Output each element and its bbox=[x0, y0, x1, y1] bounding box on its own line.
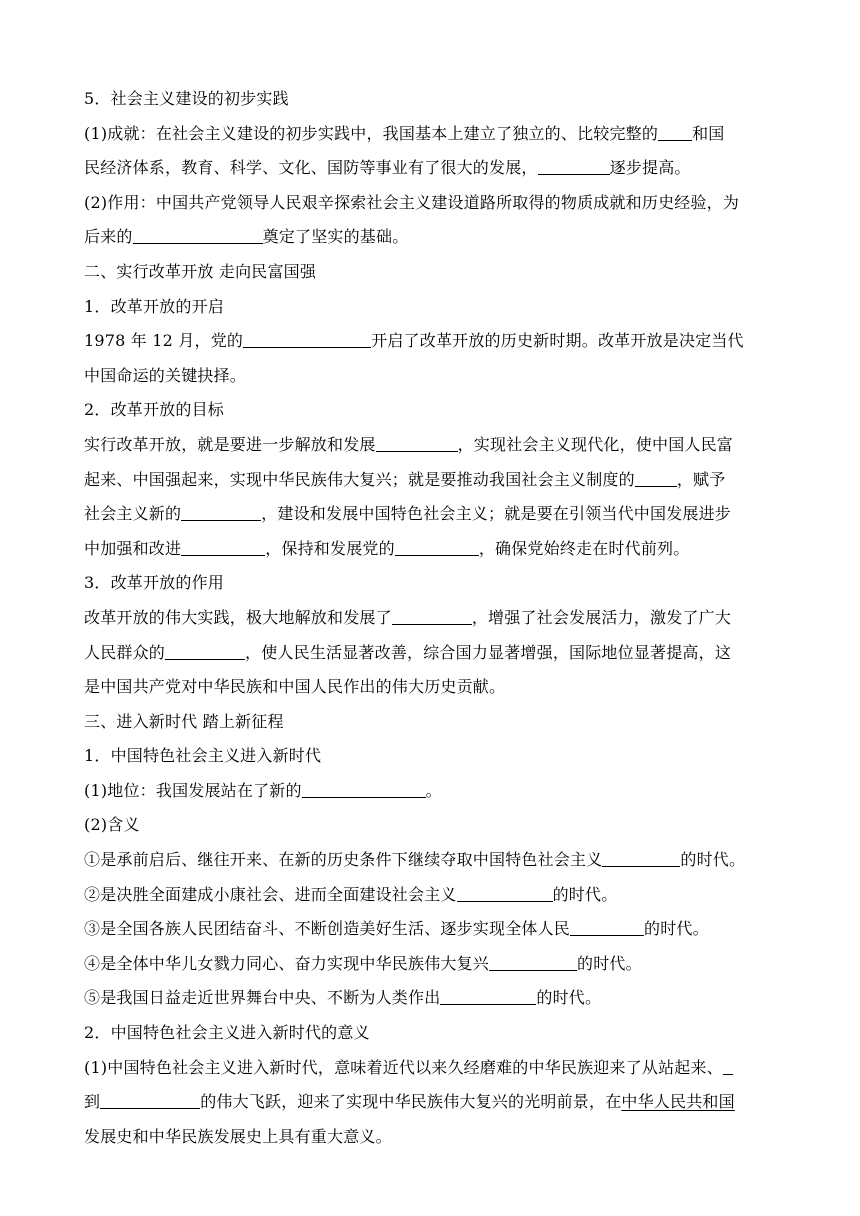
fill-blank[interactable] bbox=[635, 470, 677, 487]
paragraph-line: 是中国共产党对中华民族和中国人民作出的伟大历史贡献。 bbox=[84, 677, 506, 697]
list-item: ①是承前启后、继往开来、在新的历史条件下继续夺取中国特色社会主义 的时代。 bbox=[84, 850, 746, 870]
fill-blank[interactable] bbox=[165, 643, 245, 660]
fill-blank[interactable] bbox=[602, 850, 680, 867]
paragraph-line: 中国命运的关键抉择。 bbox=[84, 365, 247, 385]
section-heading: 二、实行改革开放 走向民富国强 bbox=[84, 261, 317, 281]
paragraph-line: 1978 年 12 月，党的 开启了改革开放的历史新时期。改革开放是决定当代 bbox=[84, 331, 744, 351]
fill-blank[interactable] bbox=[302, 781, 426, 798]
paragraph-line: (2)含义 bbox=[84, 815, 140, 835]
paragraph-line: 社会主义新的 ，建设和发展中国特色社会主义；就是要在引领当代中国发展进步 bbox=[84, 504, 732, 524]
section-heading: 5．社会主义建设的初步实践 bbox=[84, 89, 289, 108]
subsection-heading: 1．改革开放的开启 bbox=[84, 296, 224, 316]
paragraph-line: 起来、中国强起来，实现中华民族伟大复兴；就是要推动我国社会主义制度的 ，赋予 bbox=[84, 469, 726, 489]
fill-blank[interactable] bbox=[395, 539, 479, 556]
subsection-heading: 3．改革开放的作用 bbox=[84, 573, 224, 593]
paragraph-line: (2)作用：中国共产党领导人民艰辛探索社会主义建设道路所取得的物质成就和历史经验，为 bbox=[84, 192, 740, 212]
fill-blank[interactable] bbox=[133, 227, 263, 244]
paragraph-line: 到 的伟大飞跃，迎来了实现中华民族伟大复兴的光明前景，在中华人民共和国 bbox=[84, 1092, 735, 1112]
fill-blank[interactable] bbox=[100, 1092, 200, 1109]
fill-blank[interactable] bbox=[570, 919, 644, 936]
paragraph-line: 民经济体系，教育、科学、文化、国防等事业有了很大的发展， 逐步提高。 bbox=[84, 158, 691, 178]
worksheet-page bbox=[84, 82, 784, 1154]
paragraph-line: 人民群众的 ，使人民生活显著改善，综合国力显著增强，国际地位显著提高，这 bbox=[84, 642, 732, 662]
fill-blank[interactable] bbox=[243, 331, 371, 348]
paragraph-line: 改革开放的伟大实践，极大地解放和发展了 ，增强了社会发展活力，激发了广大 bbox=[84, 607, 732, 627]
paragraph-line: (1)成就：在社会主义建设的初步实践中，我国基本上建立了独立的、比较完整的 和国 bbox=[84, 123, 725, 143]
fill-blank[interactable] bbox=[723, 1058, 733, 1075]
paragraph-line: 实行改革开放，就是要进一步解放和发展 ，实现社会主义现代化，使中国人民富 bbox=[84, 434, 734, 454]
fill-blank[interactable] bbox=[376, 435, 458, 452]
subsection-heading: 2．改革开放的目标 bbox=[84, 400, 224, 420]
list-item: ③是全国各族人民团结奋斗、不断创造美好生活、逐步实现全体人民 的时代。 bbox=[84, 919, 709, 939]
paragraph-line: 发展史和中华民族发展史上具有重大意义。 bbox=[84, 1126, 392, 1146]
list-item: ②是决胜全面建成小康社会、进而全面建设社会主义 的时代。 bbox=[84, 884, 618, 904]
fill-blank[interactable] bbox=[457, 885, 553, 902]
underlined-phrase: 中华人民共和国 bbox=[621, 1092, 735, 1112]
paragraph-line: (1)地位：我国发展站在了新的 。 bbox=[84, 780, 442, 800]
paragraph-line: 后来的 奠定了坚实的基础。 bbox=[84, 227, 409, 247]
list-item: ④是全体中华儿女戮力同心、奋力实现中华民族伟大复兴 的时代。 bbox=[84, 953, 642, 973]
fill-blank[interactable] bbox=[181, 539, 265, 556]
paragraph-line: 中加强和改进 ，保持和发展党的 ，确保党始终走在时代前列。 bbox=[84, 538, 690, 558]
list-item: ⑤是我国日益走近世界舞台中央、不断为人类作出 的时代。 bbox=[84, 988, 602, 1008]
fill-blank[interactable] bbox=[392, 608, 472, 625]
fill-blank[interactable] bbox=[658, 124, 692, 141]
subsection-heading: 2．中国特色社会主义进入新时代的意义 bbox=[84, 1023, 370, 1043]
fill-blank[interactable] bbox=[440, 988, 536, 1005]
subsection-heading: 1．中国特色社会主义进入新时代 bbox=[84, 746, 322, 766]
fill-blank[interactable] bbox=[489, 954, 577, 971]
section-heading: 三、进入新时代 踏上新征程 bbox=[84, 711, 284, 731]
fill-blank[interactable] bbox=[538, 158, 610, 175]
fill-blank[interactable] bbox=[181, 504, 261, 521]
paragraph-line: (1)中国特色社会主义进入新时代，意味着近代以来久经磨难的中华民族迎来了从站起来、 bbox=[84, 1051, 784, 1086]
